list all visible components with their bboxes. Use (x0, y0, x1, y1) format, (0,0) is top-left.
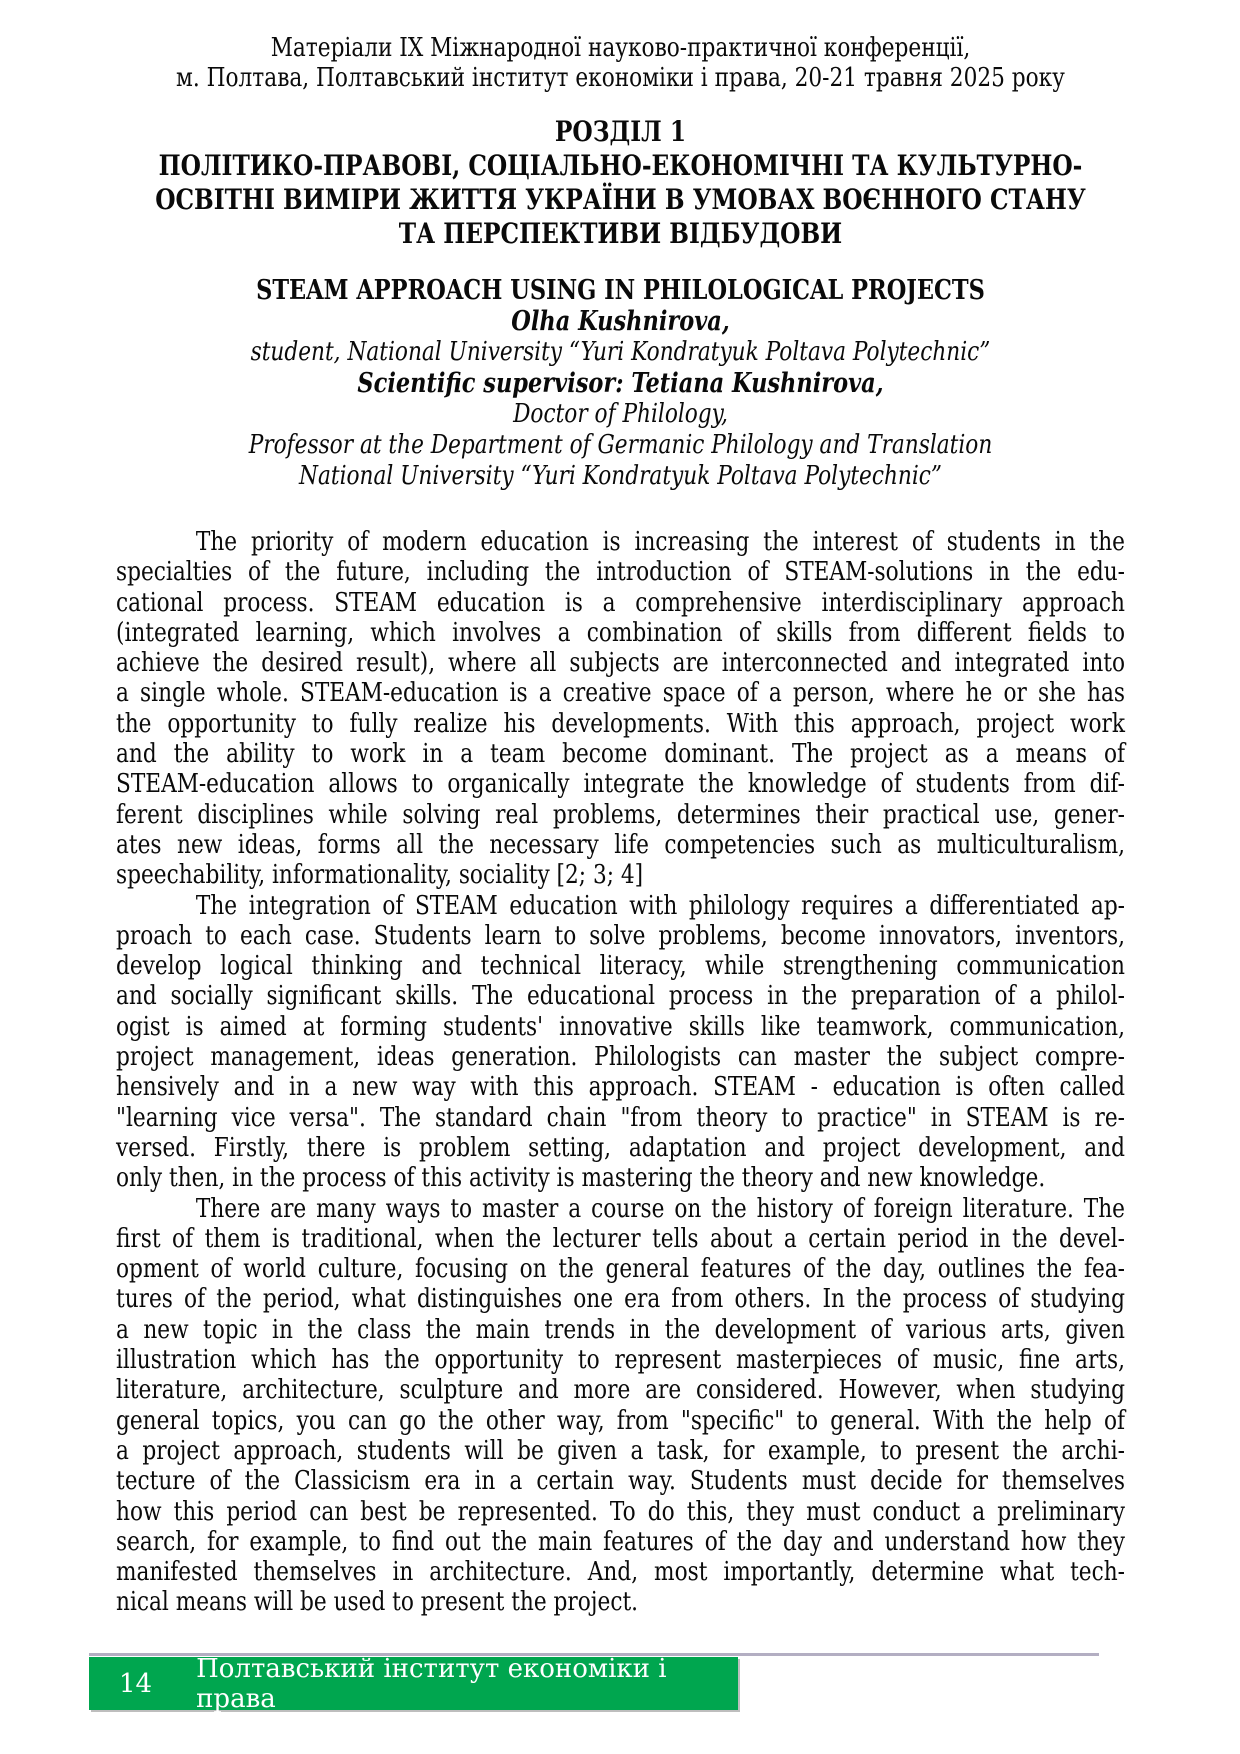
article-author-affiliation: student, National University “Yuri Kondratyuk Poltava Polytechnic” (250, 337, 991, 367)
conference-header-line2: м. Полтава, Полтавський інститут економіки і права, 20-21 травня 2025 року (176, 63, 1065, 93)
body-text-line: opment of world culture, focusing on the general features of the day, outlines the fea- (116, 1254, 1125, 1285)
body-text-line: speechability, informationality, sociality [2; 3; 4] (116, 860, 644, 891)
article-supervisor-position: Professor at the Department of Germanic Philology and Translation (248, 430, 993, 460)
article-supervisor: Scientific supervisor: Tetiana Kushnirova, (357, 368, 884, 399)
article-supervisor-degree: Doctor of Philology, (513, 399, 728, 429)
body-text-line: a single whole. STEAM-education is a creative space of a person, where he or she has (116, 678, 1125, 709)
body-text-line: There are many ways to master a course on the history of foreign literature. The (195, 1193, 1125, 1224)
body-text-line: project management, ideas generation. Philologists can master the subject compre- (116, 1042, 1125, 1073)
body-text-line: the opportunity to fully realize his developments. With this approach, project work (116, 708, 1125, 739)
section-number: РОЗДІЛ 1 (554, 115, 687, 148)
body-text-line: a project approach, students will be given a task, for example, to present the archi- (116, 1435, 1125, 1466)
body-text-line: The integration of STEAM education with philology requires a differentiated ap- (195, 890, 1125, 921)
body-text-line: ogist is aimed at forming students' innovative skills like teamwork, communication, (116, 1011, 1125, 1042)
page-content (116, 33, 1125, 1618)
body-text-line: tecture of the Classicism era in a certain way. Students must decide for themselves (116, 1466, 1125, 1497)
body-text-line: develop logical thinking and technical literacy, while strengthening communication (116, 951, 1125, 982)
body-text-line: nical means will be used to present the project. (116, 1587, 639, 1618)
footer-bar (89, 1653, 738, 1714)
title-line: ПОЛІТИКО-ПРАВОВІ, СОЦІАЛЬНО-ЕКОНОМІЧНІ ТА КУЛЬТУРНО- (158, 149, 1083, 182)
body-text-line: cational process. STEAM education is a comprehensive interdisciplinary approach (116, 587, 1125, 618)
body-text-line: proach to each case. Students learn to solve problems, become innovators, inventors, (116, 920, 1125, 951)
body-text-line: "learning vice versa". The standard chain "from theory to practice" in STEAM is re- (116, 1102, 1125, 1133)
article-body-text (116, 527, 1125, 1618)
body-text-line: general topics, you can go the other way, from "specific" to general. With the help of (116, 1405, 1125, 1436)
title-line: ТА ПЕРСПЕКТИВИ ВІДБУДОВИ (398, 217, 843, 250)
article-heading-block (116, 275, 1125, 492)
body-text-line: search, for example, to find out the main features of the day and understand how they (116, 1526, 1125, 1557)
body-text-line: only then, in the process of this activity is mastering the theory and new knowledge. (116, 1163, 1046, 1194)
section-title (116, 149, 1125, 251)
body-text-line: ferent disciplines while solving real problems, determines their practical use, gener- (116, 799, 1125, 830)
article-supervisor-affiliation: National University “Yuri Kondratyuk Poltava Polytechnic” (299, 461, 942, 491)
body-text-line: ates new ideas, forms all the necessary life competencies such as multiculturalism, (116, 829, 1125, 860)
body-text-line: a new topic in the class the main trends in the development of various arts, given (116, 1314, 1125, 1345)
body-text-line: The priority of modern education is increasing the interest of students in the (195, 527, 1125, 557)
conference-header (116, 33, 1125, 93)
body-text-line: hensively and in a new way with this approach. STEAM - education is often called (116, 1072, 1125, 1103)
article-author: Olha Kushnirova, (511, 306, 730, 337)
body-text-line: first of them is traditional, when the lecturer tells about a certain period in the devel- (116, 1223, 1125, 1254)
body-text-line: manifested themselves in architecture. And, most importantly, determine what tech- (116, 1557, 1125, 1588)
page-number: 14 (119, 1668, 153, 1699)
body-text-line: tures of the period, what distinguishes one era from others. In the process of studying (116, 1284, 1125, 1315)
body-text-line: (integrated learning, which involves a combination of skills from different fields to (116, 617, 1125, 648)
body-text-line: STEAM-education allows to organically integrate the knowledge of students from dif- (116, 769, 1125, 800)
article-title: STEAM APPROACH USING IN PHILOLOGICAL PROJECTS (256, 275, 985, 306)
body-text-line: and the ability to work in a team become dominant. The project as a means of (116, 739, 1125, 770)
conference-header-line1: Матеріали ІХ Міжнародної науково-практичної конференції, (270, 33, 971, 63)
body-text-line: how this period can best be represented. To do this, they must conduct a preliminary (116, 1496, 1125, 1527)
body-text-line: achieve the desired result), where all subjects are interconnected and integrated into (116, 648, 1125, 679)
body-text-line: and socially significant skills. The educational process in the preparation of a philol- (116, 981, 1125, 1012)
body-text-line: versed. Firstly, there is problem setting, adaptation and project development, and (116, 1132, 1125, 1163)
footer-institute-name: Полтавський інститут економіки і права (196, 1653, 667, 1714)
body-text-line: illustration which has the opportunity to represent masterpieces of music, fine arts, (116, 1345, 1125, 1376)
body-text-line: literature, architecture, sculpture and more are considered. However, when studying (116, 1375, 1125, 1406)
title-line: ОСВІТНІ ВИМІРИ ЖИТТЯ УКРАЇНИ В УМОВАХ ВОЄННОГО СТАНУ (155, 183, 1086, 216)
body-text-line: specialties of the future, including the introduction of STEAM-solutions in the edu- (116, 557, 1125, 588)
